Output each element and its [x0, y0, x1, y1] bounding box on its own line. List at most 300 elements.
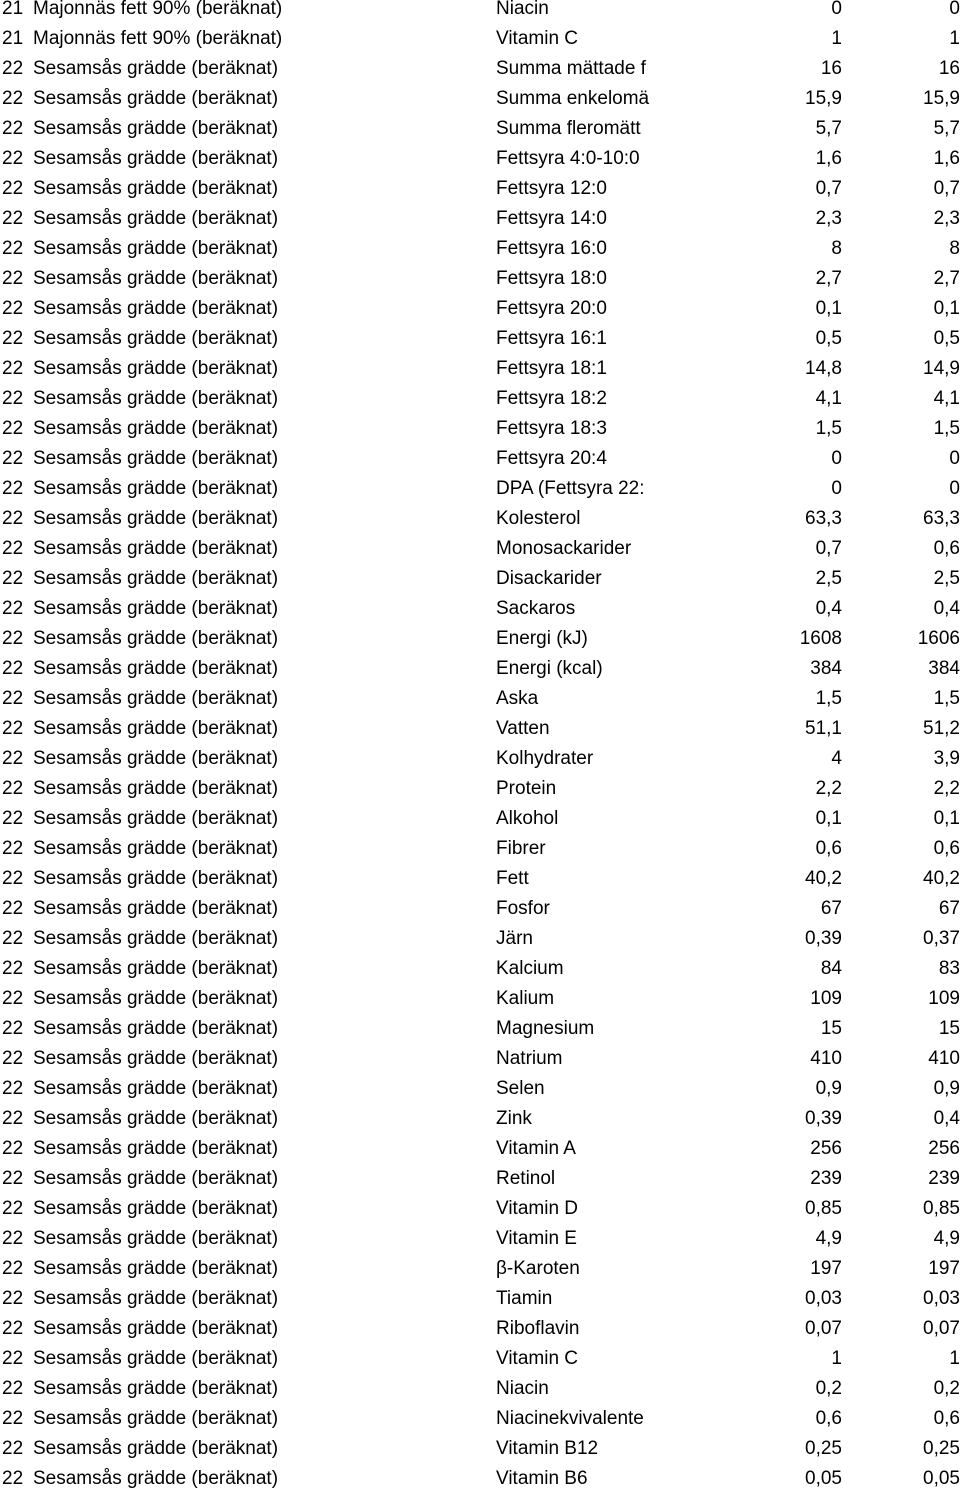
table-row	[0, 1104, 960, 1134]
value-1: 384	[810, 658, 842, 679]
value-1: 84	[820, 958, 842, 979]
value-1: 0,85	[805, 1198, 842, 1219]
table-row	[0, 654, 960, 684]
food-name: Sesamsås grädde (beräknat)	[33, 508, 279, 529]
food-name: Sesamsås grädde (beräknat)	[33, 358, 279, 379]
nutrient-name: Fettsyra 18:1	[496, 358, 607, 379]
nutrient-name: Energi (kJ)	[496, 628, 588, 649]
value-1: 0,2	[815, 1378, 842, 1399]
nutrient-name: Vitamin C	[496, 1348, 579, 1369]
value-1: 0,9	[815, 1078, 842, 1099]
row-id: 22	[2, 1378, 24, 1399]
nutrient-name: Niacinekvivalente	[496, 1408, 644, 1429]
value-2: 1,6	[933, 148, 960, 169]
food-name: Sesamsås grädde (beräknat)	[33, 1168, 279, 1189]
food-name: Sesamsås grädde (beräknat)	[33, 718, 279, 739]
row-id: 22	[2, 988, 24, 1009]
value-1: 256	[810, 1138, 842, 1159]
nutrient-name: Summa mättade f	[496, 58, 646, 79]
nutrient-name: Alkohol	[496, 808, 559, 829]
table-row	[0, 834, 960, 864]
table-row	[0, 1314, 960, 1344]
table-row	[0, 354, 960, 384]
food-name: Sesamsås grädde (beräknat)	[33, 778, 279, 799]
value-1: 15	[820, 1018, 842, 1039]
row-id: 22	[2, 568, 24, 589]
table-row	[0, 234, 960, 264]
food-name: Sesamsås grädde (beräknat)	[33, 1078, 279, 1099]
food-name: Sesamsås grädde (beräknat)	[33, 1258, 279, 1279]
value-1: 0,05	[805, 1468, 842, 1489]
value-1: 0,7	[815, 178, 842, 199]
food-name: Sesamsås grädde (beräknat)	[33, 568, 279, 589]
value-2: 0,4	[933, 1108, 960, 1129]
nutrient-name: Niacin	[496, 1378, 549, 1399]
food-name: Sesamsås grädde (beräknat)	[33, 118, 279, 139]
value-2: 2,7	[933, 268, 960, 289]
value-2: 2,2	[933, 778, 960, 799]
value-1: 0	[831, 0, 842, 19]
food-name: Sesamsås grädde (beräknat)	[33, 148, 279, 169]
row-id: 22	[2, 1408, 24, 1429]
row-id: 22	[2, 748, 24, 769]
value-1: 4,9	[815, 1228, 842, 1249]
nutrient-name: Retinol	[496, 1168, 556, 1189]
table-row	[0, 54, 960, 84]
table-row	[0, 714, 960, 744]
table-row	[0, 474, 960, 504]
value-2: 0,1	[933, 298, 960, 319]
value-1: 109	[810, 988, 842, 1009]
nutrient-name: Fettsyra 16:1	[496, 328, 607, 349]
value-2: 0,6	[933, 838, 960, 859]
row-id: 22	[2, 778, 24, 799]
table-row	[0, 1194, 960, 1224]
row-id: 22	[2, 178, 24, 199]
value-2: 0,6	[933, 538, 960, 559]
row-id: 22	[2, 718, 24, 739]
table-row	[0, 984, 960, 1014]
value-1: 5,7	[815, 118, 842, 139]
row-id: 22	[2, 1468, 24, 1489]
value-2: 0,4	[933, 598, 960, 619]
nutrient-name: Kolhydrater	[496, 748, 594, 769]
food-name: Sesamsås grädde (beräknat)	[33, 298, 279, 319]
nutrient-name: Kalium	[496, 988, 555, 1009]
row-id: 22	[2, 1168, 24, 1189]
row-id: 22	[2, 1018, 24, 1039]
row-id: 22	[2, 1258, 24, 1279]
value-1: 2,5	[815, 568, 842, 589]
value-1: 51,1	[805, 718, 842, 739]
value-2: 14,9	[923, 358, 960, 379]
value-2: 15	[938, 1018, 960, 1039]
row-id: 22	[2, 88, 24, 109]
row-id: 22	[2, 1348, 24, 1369]
nutrient-name: Fettsyra 20:0	[496, 298, 607, 319]
row-id: 22	[2, 118, 24, 139]
table-row	[0, 744, 960, 774]
nutrient-name: Monosackarider	[496, 538, 632, 559]
value-2: 239	[928, 1168, 960, 1189]
table-row	[0, 534, 960, 564]
nutrient-name: Vitamin B6	[496, 1468, 588, 1489]
row-id: 22	[2, 328, 24, 349]
value-1: 1	[831, 28, 842, 49]
table-row	[0, 894, 960, 924]
food-name: Sesamsås grädde (beräknat)	[33, 1048, 279, 1069]
row-id: 22	[2, 1108, 24, 1129]
value-1: 0,4	[815, 598, 842, 619]
nutrient-name: Vitamin D	[496, 1198, 579, 1219]
nutrient-name: Fettsyra 18:0	[496, 268, 607, 289]
value-2: 1,5	[933, 688, 960, 709]
value-2: 0,03	[923, 1288, 960, 1309]
table-row	[0, 114, 960, 144]
row-id: 22	[2, 418, 24, 439]
row-id: 22	[2, 58, 24, 79]
value-2: 51,2	[923, 718, 960, 739]
table-row	[0, 1344, 960, 1374]
value-1: 0	[831, 478, 842, 499]
value-1: 197	[810, 1258, 842, 1279]
value-2: 2,3	[933, 208, 960, 229]
value-1: 15,9	[805, 88, 842, 109]
value-2: 0,5	[933, 328, 960, 349]
value-2: 3,9	[933, 748, 960, 769]
row-id: 22	[2, 958, 24, 979]
nutrient-name: Vitamin A	[496, 1138, 576, 1159]
value-1: 63,3	[805, 508, 842, 529]
value-2: 197	[928, 1258, 960, 1279]
value-1: 0,25	[805, 1438, 842, 1459]
row-id: 22	[2, 388, 24, 409]
nutrient-name: Tiamin	[496, 1288, 553, 1309]
row-id: 22	[2, 838, 24, 859]
value-1: 0,1	[815, 298, 842, 319]
food-name: Sesamsås grädde (beräknat)	[33, 88, 279, 109]
nutrient-name: Fettsyra 18:3	[496, 418, 607, 439]
value-1: 0,7	[815, 538, 842, 559]
value-1: 4,1	[815, 388, 842, 409]
value-2: 0,6	[933, 1408, 960, 1429]
value-2: 0	[949, 478, 960, 499]
food-name: Sesamsås grädde (beräknat)	[33, 988, 279, 1009]
table-row	[0, 384, 960, 414]
food-name: Sesamsås grädde (beräknat)	[33, 658, 279, 679]
food-name: Sesamsås grädde (beräknat)	[33, 388, 279, 409]
row-id: 22	[2, 658, 24, 679]
food-name: Sesamsås grädde (beräknat)	[33, 1348, 279, 1369]
food-name: Sesamsås grädde (beräknat)	[33, 418, 279, 439]
value-2: 0,25	[923, 1438, 960, 1459]
food-name: Sesamsås grädde (beräknat)	[33, 1198, 279, 1219]
table-row	[0, 624, 960, 654]
row-id: 21	[2, 0, 24, 19]
value-1: 67	[820, 898, 842, 919]
food-name: Sesamsås grädde (beräknat)	[33, 58, 279, 79]
food-name: Sesamsås grädde (beräknat)	[33, 1438, 279, 1459]
nutrient-name: Zink	[496, 1108, 532, 1129]
nutrient-name: Fibrer	[496, 838, 546, 859]
food-name: Sesamsås grädde (beräknat)	[33, 748, 279, 769]
nutrient-name: Fettsyra 16:0	[496, 238, 607, 259]
value-1: 16	[820, 58, 842, 79]
nutrient-name: Fettsyra 18:2	[496, 388, 607, 409]
row-id: 22	[2, 1198, 24, 1219]
value-2: 0,1	[933, 808, 960, 829]
row-id: 22	[2, 508, 24, 529]
nutrient-name: Vatten	[496, 718, 550, 739]
table-row	[0, 1014, 960, 1044]
nutrient-name: Fettsyra 12:0	[496, 178, 607, 199]
value-1: 0	[831, 448, 842, 469]
nutrient-name: Kolesterol	[496, 508, 581, 529]
nutrient-name: Protein	[496, 778, 557, 799]
table-row	[0, 1044, 960, 1074]
value-2: 83	[938, 958, 960, 979]
row-id: 21	[2, 28, 24, 49]
row-id: 22	[2, 688, 24, 709]
value-1: 4	[831, 748, 842, 769]
food-name: Sesamsås grädde (beräknat)	[33, 628, 279, 649]
value-1: 1608	[799, 628, 842, 649]
food-name: Sesamsås grädde (beräknat)	[33, 1408, 279, 1429]
food-name: Sesamsås grädde (beräknat)	[33, 1138, 279, 1159]
food-name: Sesamsås grädde (beräknat)	[33, 208, 279, 229]
value-2: 0,07	[923, 1318, 960, 1339]
row-id: 22	[2, 238, 24, 259]
value-2: 1	[949, 28, 960, 49]
row-id: 22	[2, 898, 24, 919]
nutrient-name: Magnesium	[496, 1018, 595, 1039]
table-row	[0, 1074, 960, 1104]
nutrient-name: Aska	[496, 688, 539, 709]
value-1: 1,6	[815, 148, 842, 169]
table-row	[0, 1284, 960, 1314]
food-name: Sesamsås grädde (beräknat)	[33, 1288, 279, 1309]
value-2: 16	[938, 58, 960, 79]
nutrient-name: Vitamin C	[496, 28, 579, 49]
value-1: 1,5	[815, 418, 842, 439]
value-2: 4,9	[933, 1228, 960, 1249]
table-row	[0, 804, 960, 834]
table-row	[0, 1434, 960, 1464]
table-row	[0, 864, 960, 894]
table-row	[0, 144, 960, 174]
value-2: 1606	[917, 628, 960, 649]
value-1: 40,2	[805, 868, 842, 889]
nutrient-name: Summa fleromätt	[496, 118, 641, 139]
table-row	[0, 324, 960, 354]
value-1: 410	[810, 1048, 842, 1069]
nutrient-name: Kalcium	[496, 958, 564, 979]
value-2: 0,7	[933, 178, 960, 199]
row-id: 22	[2, 868, 24, 889]
table-row	[0, 924, 960, 954]
nutrient-name: β-Karoten	[496, 1258, 580, 1279]
value-2: 1	[949, 1348, 960, 1369]
table-row	[0, 1164, 960, 1194]
food-name: Sesamsås grädde (beräknat)	[33, 598, 279, 619]
food-name: Sesamsås grädde (beräknat)	[33, 958, 279, 979]
food-name: Sesamsås grädde (beräknat)	[33, 898, 279, 919]
value-2: 109	[928, 988, 960, 1009]
food-name: Sesamsås grädde (beräknat)	[33, 838, 279, 859]
table-row	[0, 504, 960, 534]
row-id: 22	[2, 1228, 24, 1249]
value-1: 1	[831, 1348, 842, 1369]
row-id: 22	[2, 298, 24, 319]
nutrient-name: Fettsyra 20:4	[496, 448, 607, 469]
nutrient-name: Sackaros	[496, 598, 576, 619]
row-id: 22	[2, 1138, 24, 1159]
food-name: Sesamsås grädde (beräknat)	[33, 1318, 279, 1339]
table-row	[0, 564, 960, 594]
row-id: 22	[2, 598, 24, 619]
row-id: 22	[2, 928, 24, 949]
food-name: Sesamsås grädde (beräknat)	[33, 1228, 279, 1249]
row-id: 22	[2, 1288, 24, 1309]
value-2: 40,2	[923, 868, 960, 889]
nutrient-name: Selen	[496, 1078, 545, 1099]
row-id: 22	[2, 628, 24, 649]
row-id: 22	[2, 1318, 24, 1339]
row-id: 22	[2, 358, 24, 379]
nutrient-name: Fosfor	[496, 898, 550, 919]
value-1: 0,6	[815, 1408, 842, 1429]
nutrient-name: Natrium	[496, 1048, 563, 1069]
table-row	[0, 204, 960, 234]
table-row	[0, 414, 960, 444]
value-1: 0,07	[805, 1318, 842, 1339]
food-name: Majonnäs fett 90% (beräknat)	[33, 28, 283, 49]
nutrient-name: Vitamin E	[496, 1228, 577, 1249]
food-name: Sesamsås grädde (beräknat)	[33, 328, 279, 349]
row-id: 22	[2, 538, 24, 559]
table-row	[0, 264, 960, 294]
value-1: 2,3	[815, 208, 842, 229]
food-name: Sesamsås grädde (beräknat)	[33, 1018, 279, 1039]
value-2: 410	[928, 1048, 960, 1069]
row-id: 22	[2, 478, 24, 499]
table-row	[0, 174, 960, 204]
table-row	[0, 84, 960, 114]
food-name: Sesamsås grädde (beräknat)	[33, 478, 279, 499]
value-2: 0,2	[933, 1378, 960, 1399]
nutrient-name: Fett	[496, 868, 529, 889]
table-row	[0, 594, 960, 624]
food-name: Sesamsås grädde (beräknat)	[33, 178, 279, 199]
value-2: 0,9	[933, 1078, 960, 1099]
value-2: 384	[928, 658, 960, 679]
row-id: 22	[2, 148, 24, 169]
nutrient-name: Vitamin B12	[496, 1438, 599, 1459]
value-1: 0,39	[805, 928, 842, 949]
value-1: 0,5	[815, 328, 842, 349]
food-name: Sesamsås grädde (beräknat)	[33, 1468, 279, 1489]
row-id: 22	[2, 208, 24, 229]
row-id: 22	[2, 268, 24, 289]
food-name: Sesamsås grädde (beräknat)	[33, 928, 279, 949]
food-name: Sesamsås grädde (beräknat)	[33, 238, 279, 259]
nutrient-name: Fettsyra 14:0	[496, 208, 607, 229]
table-row	[0, 1464, 960, 1494]
nutrient-name: Fettsyra 4:0-10:0	[496, 148, 640, 169]
value-2: 67	[938, 898, 960, 919]
value-2: 0,05	[923, 1468, 960, 1489]
table-row	[0, 1254, 960, 1284]
value-1: 0,03	[805, 1288, 842, 1309]
value-2: 5,7	[933, 118, 960, 139]
value-1: 8	[831, 238, 842, 259]
food-name: Sesamsås grädde (beräknat)	[33, 1378, 279, 1399]
value-2: 63,3	[923, 508, 960, 529]
food-name: Sesamsås grädde (beräknat)	[33, 868, 279, 889]
table-row	[0, 1404, 960, 1434]
nutrient-name: Summa enkelomä	[496, 88, 650, 109]
table-row	[0, 684, 960, 714]
table-row	[0, 1134, 960, 1164]
value-2: 1,5	[933, 418, 960, 439]
food-name: Sesamsås grädde (beräknat)	[33, 688, 279, 709]
value-1: 239	[810, 1168, 842, 1189]
value-1: 0,1	[815, 808, 842, 829]
row-id: 22	[2, 448, 24, 469]
row-id: 22	[2, 808, 24, 829]
food-name: Sesamsås grädde (beräknat)	[33, 268, 279, 289]
nutrient-name: Disackarider	[496, 568, 602, 589]
value-1: 1,5	[815, 688, 842, 709]
food-name: Sesamsås grädde (beräknat)	[33, 808, 279, 829]
value-2: 8	[949, 238, 960, 259]
nutrient-name: DPA (Fettsyra 22:	[496, 478, 645, 499]
row-id: 22	[2, 1078, 24, 1099]
value-2: 0	[949, 448, 960, 469]
nutrient-name: Energi (kcal)	[496, 658, 603, 679]
table-row	[0, 774, 960, 804]
value-2: 15,9	[923, 88, 960, 109]
value-2: 0,37	[923, 928, 960, 949]
table-row	[0, 294, 960, 324]
value-1: 0,39	[805, 1108, 842, 1129]
table-row	[0, 1374, 960, 1404]
nutrient-name: Niacin	[496, 0, 549, 19]
nutrient-name: Järn	[496, 928, 533, 949]
nutrient-name: Riboflavin	[496, 1318, 580, 1339]
table-row	[0, 0, 960, 24]
food-name: Sesamsås grädde (beräknat)	[33, 448, 279, 469]
row-id: 22	[2, 1048, 24, 1069]
value-2: 4,1	[933, 388, 960, 409]
value-1: 0,6	[815, 838, 842, 859]
food-name: Majonnäs fett 90% (beräknat)	[33, 0, 283, 19]
value-1: 2,2	[815, 778, 842, 799]
food-name: Sesamsås grädde (beräknat)	[33, 538, 279, 559]
food-name: Sesamsås grädde (beräknat)	[33, 1108, 279, 1129]
table-row	[0, 1224, 960, 1254]
value-1: 14,8	[805, 358, 842, 379]
value-2: 2,5	[933, 568, 960, 589]
value-1: 2,7	[815, 268, 842, 289]
table-row	[0, 444, 960, 474]
value-2: 256	[928, 1138, 960, 1159]
value-2: 0,85	[923, 1198, 960, 1219]
table-row	[0, 954, 960, 984]
table-row	[0, 24, 960, 54]
row-id: 22	[2, 1438, 24, 1459]
value-2: 0	[949, 0, 960, 19]
